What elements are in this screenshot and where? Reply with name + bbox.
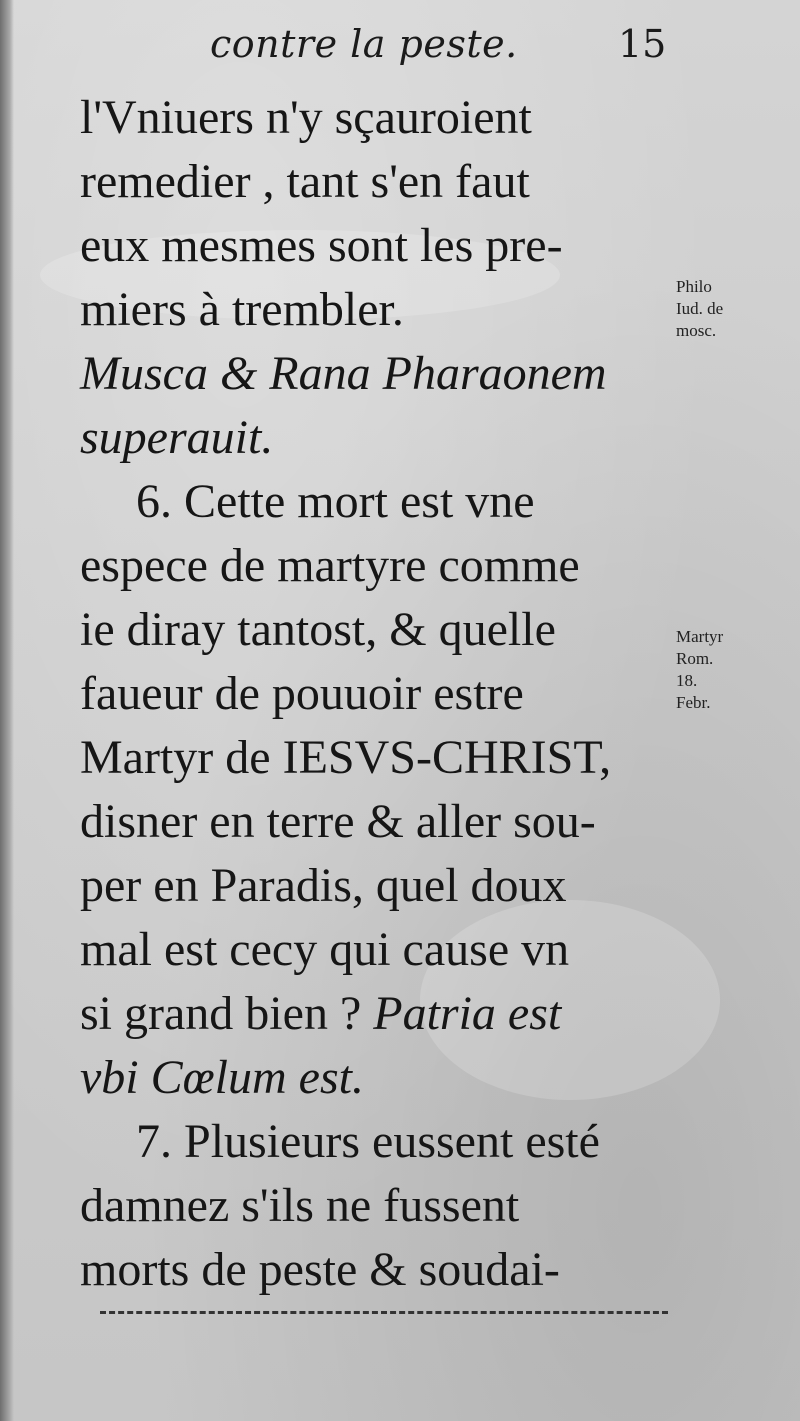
text-line: l'Vniuers n'y sçauroient [80,91,532,144]
running-head: contre la peste. [210,22,518,66]
latin-quote-line: vbi Cœlum est. [80,1051,364,1104]
margin-note-line: Rom. [676,649,714,668]
margin-note-line: Philo [676,277,712,296]
margin-note-line: mosc. [676,321,717,340]
page-edge-shadow [0,0,14,1421]
text-line: damnez s'ils ne fussent [80,1179,520,1232]
paragraph-6-start: 6. Cette mort est vne [136,475,535,528]
bottom-rule [100,1311,668,1318]
text-line [80,982,680,1046]
margin-note-line: Iud. de [676,299,724,318]
margin-note-line: Febr. [676,693,711,712]
paragraph-7-start: 7. Plusieurs eussent esté [136,1115,600,1168]
margin-note-philo [676,276,723,342]
text-line: per en Paradis, quel doux [80,859,567,912]
body-text [80,86,680,1302]
latin-quote-line: Musca & Rana Pharaonem [80,347,607,400]
margin-note-line: 18. [676,671,698,690]
margin-note-line: Martyr [676,627,724,646]
latin-quote-segment: Patria est [373,987,562,1040]
page-number: 15 [618,22,667,66]
text-line: miers à trembler. [80,283,404,336]
text-line: faueur de pouuoir estre [80,667,524,720]
text-line: ie diray tantost, & quelle [80,603,556,656]
text-line: mal est cecy qui cause vn [80,923,570,976]
text-segment: si grand bien ? [80,987,362,1040]
text-line: espece de martyre comme [80,539,580,592]
margin-note-martyr [676,626,723,714]
text-line: eux mesmes sont les pre- [80,219,563,272]
text-line: remedier , tant s'en faut [80,155,530,208]
text-line: disner en terre & aller sou- [80,795,596,848]
latin-quote-line: superauit. [80,411,274,464]
text-line: Martyr de IESVS-CHRIST, [80,731,612,784]
text-line: morts de peste & soudai- [80,1243,560,1296]
